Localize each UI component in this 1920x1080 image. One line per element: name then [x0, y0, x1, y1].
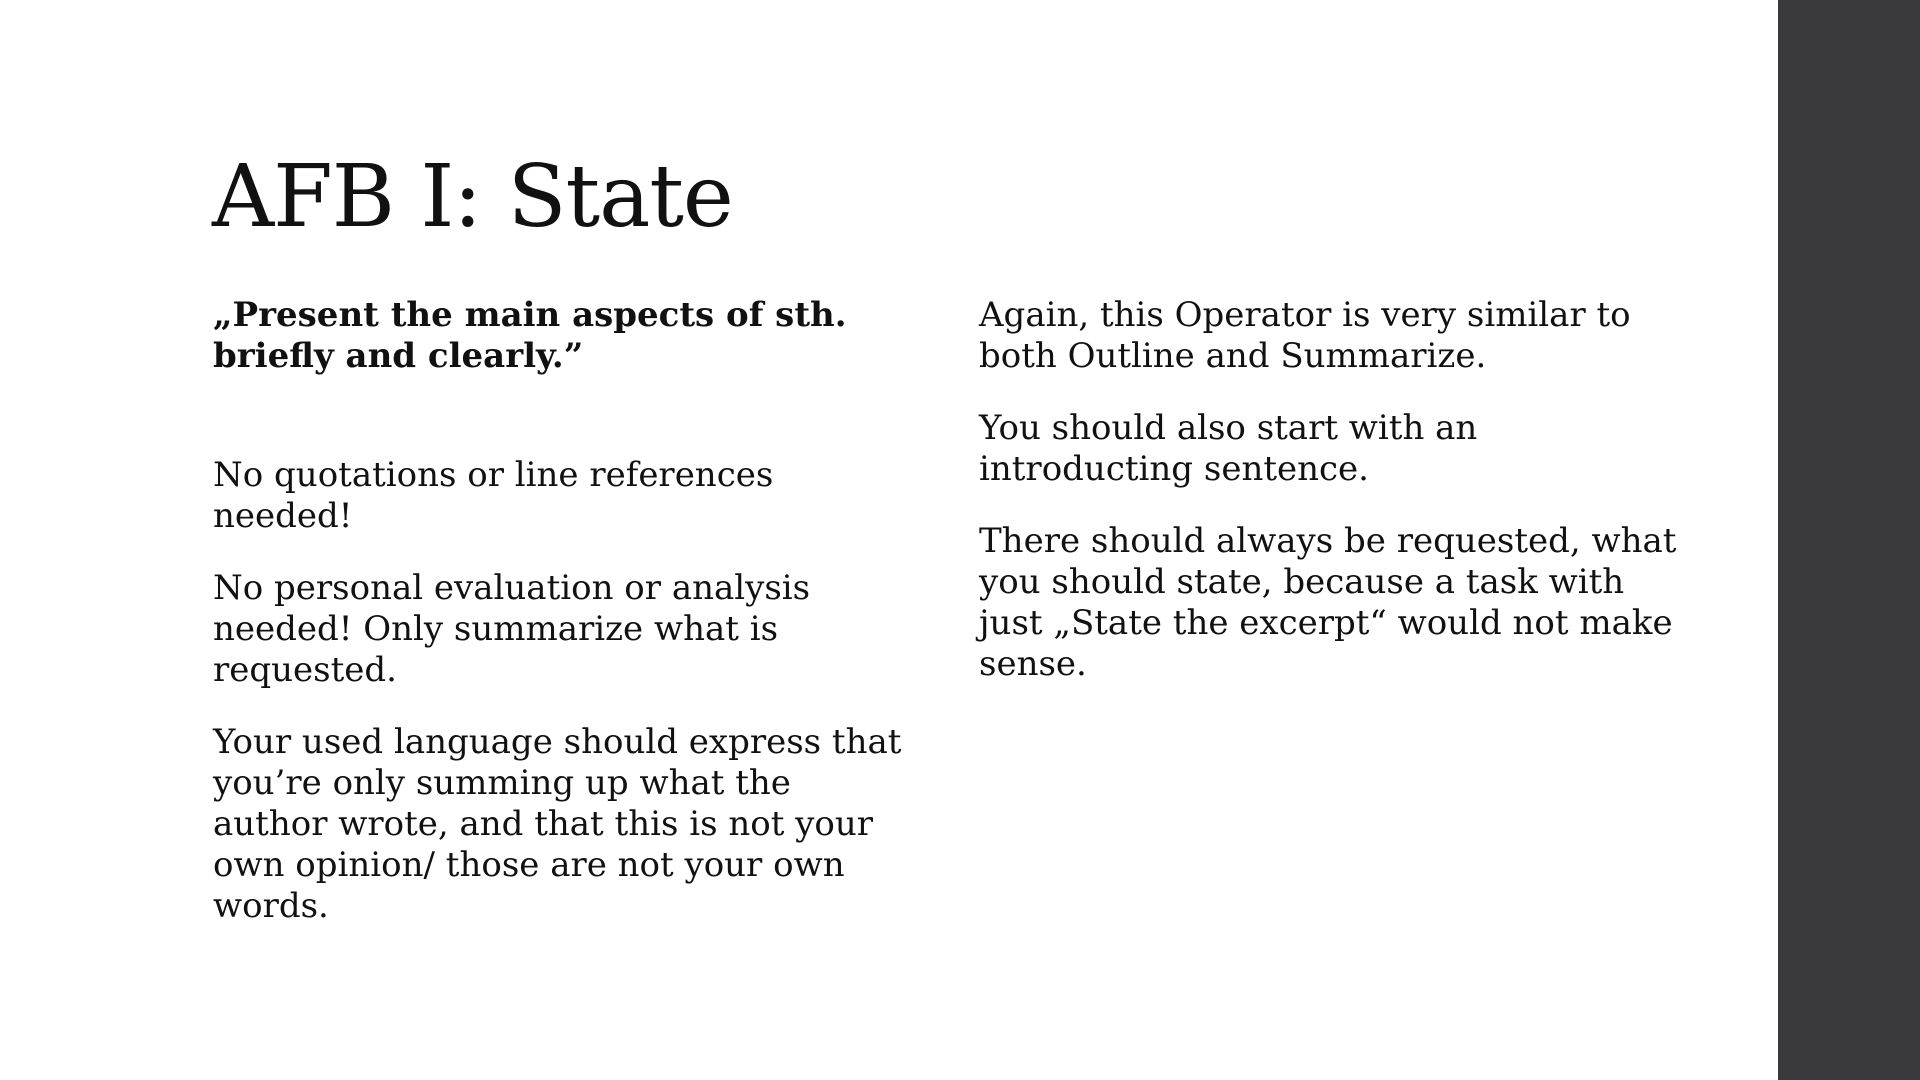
left-paragraph-1: No quotations or line references needed!	[213, 455, 774, 536]
definition-quote: „Present the main aspects of sth. briefly and clearly.”	[213, 295, 847, 376]
spacer	[213, 408, 913, 455]
left-paragraph-3: Your used language should express that you’re only summing up what the author wrote, and that this is not your own opinion/ those are not your own words.	[213, 722, 902, 926]
slide-title: AFB I: State	[212, 147, 733, 247]
left-column	[213, 295, 913, 958]
right-paragraph-3: There should always be requested, what you should state, because a task with just „State the excerpt“ would not make sense.	[979, 521, 1677, 684]
right-column	[979, 295, 1679, 716]
side-bar	[1778, 0, 1920, 1080]
right-paragraph-2: You should also start with an introducting sentence.	[979, 408, 1478, 489]
right-paragraph-1: Again, this Operator is very similar to both Outline and Summarize.	[979, 295, 1631, 376]
left-paragraph-2: No personal evaluation or analysis needed! Only summarize what is requested.	[213, 568, 811, 690]
